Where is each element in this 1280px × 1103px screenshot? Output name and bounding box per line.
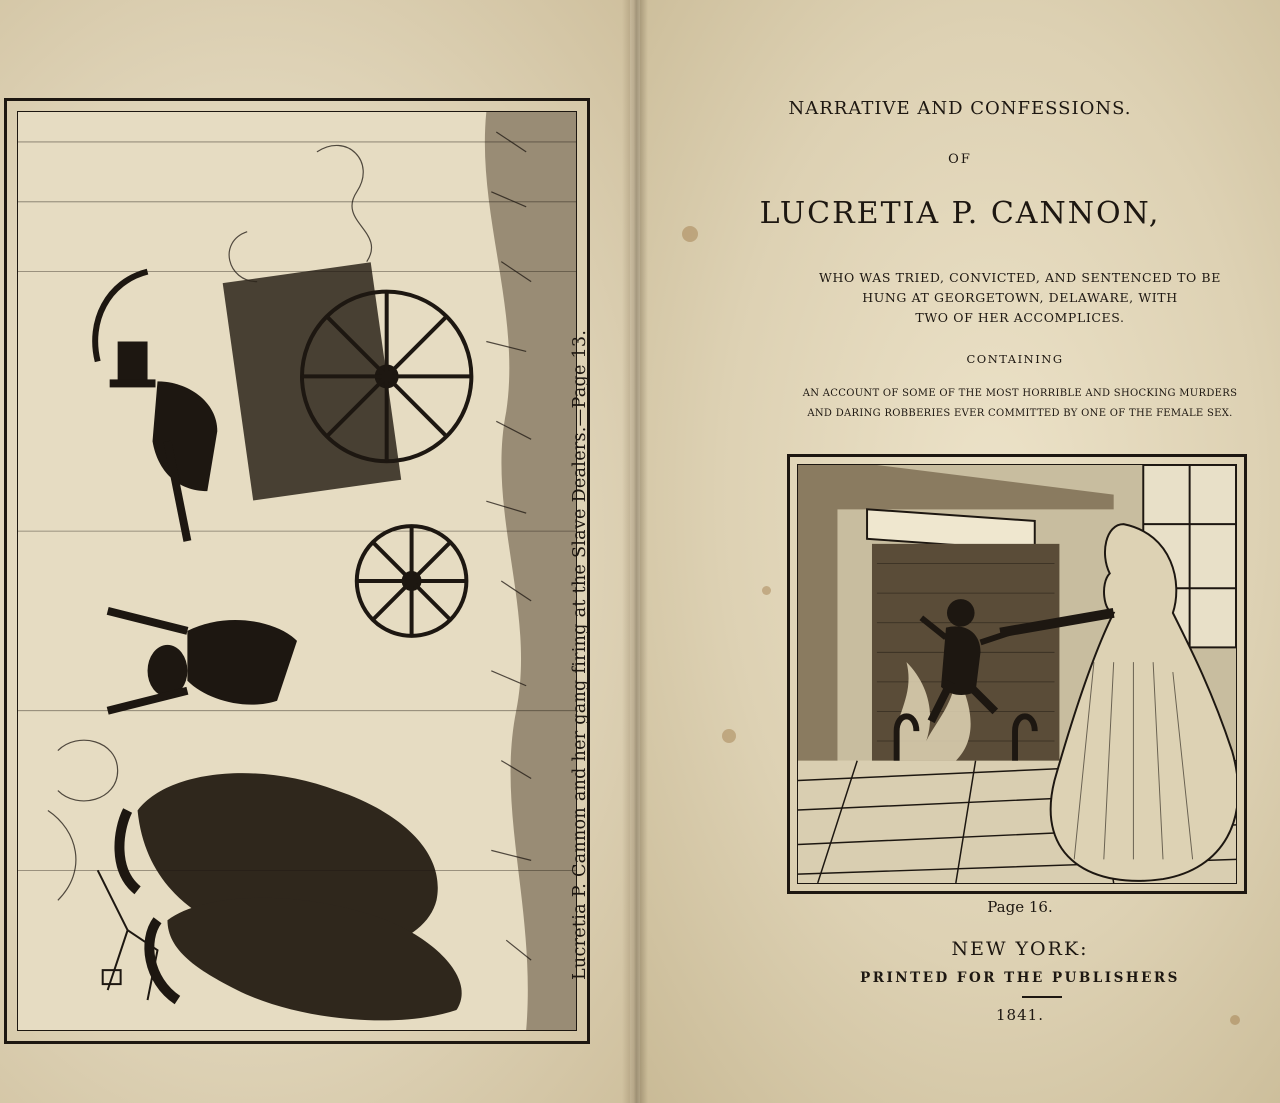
account-line: AN ACCOUNT OF SOME OF THE MOST HORRIBLE AND SHOCKING MURDERS xyxy=(802,388,1238,399)
left-engraving-frame xyxy=(4,98,590,1044)
illustration-caption: Page 16. xyxy=(987,898,1053,916)
carriage-scene-illustration xyxy=(18,112,576,1030)
title-subtitle xyxy=(780,268,1260,328)
imprint-city: NEW YORK: xyxy=(951,938,1089,960)
title-of: OF xyxy=(948,152,972,167)
title-name: LUCRETIA P. CANNON, xyxy=(759,196,1161,231)
account-description xyxy=(770,384,1270,424)
imprint-printer: PRINTED FOR THE PUBLISHERS xyxy=(860,970,1180,986)
carriage-engraving xyxy=(17,111,577,1031)
imprint-year: 1841. xyxy=(996,1006,1044,1024)
foxing-stain xyxy=(762,586,771,595)
imprint-rule xyxy=(1022,996,1062,998)
foxing-stain xyxy=(722,729,736,743)
title-heading: NARRATIVE AND CONFESSIONS. xyxy=(788,98,1132,119)
subtitle-line: TWO OF HER ACCOMPLICES. xyxy=(915,310,1125,325)
containing-label: CONTAINING xyxy=(966,352,1064,366)
fireplace-engraving-frame xyxy=(787,454,1247,894)
fireplace-scene-illustration xyxy=(798,465,1236,883)
left-engraving-caption: Lucretia P. Cannon and her gang firing at the Slave Dealers.—Page 13. xyxy=(570,329,590,980)
subtitle-line: HUNG AT GEORGETOWN, DELAWARE, WITH xyxy=(862,290,1178,305)
subtitle-line: WHO WAS TRIED, CONVICTED, AND SENTENCED TO BE xyxy=(819,270,1221,285)
account-line: AND DARING ROBBERIES EVER COMMITTED BY ONE OF THE FEMALE SEX. xyxy=(807,408,1233,419)
fireplace-engraving xyxy=(797,464,1237,884)
